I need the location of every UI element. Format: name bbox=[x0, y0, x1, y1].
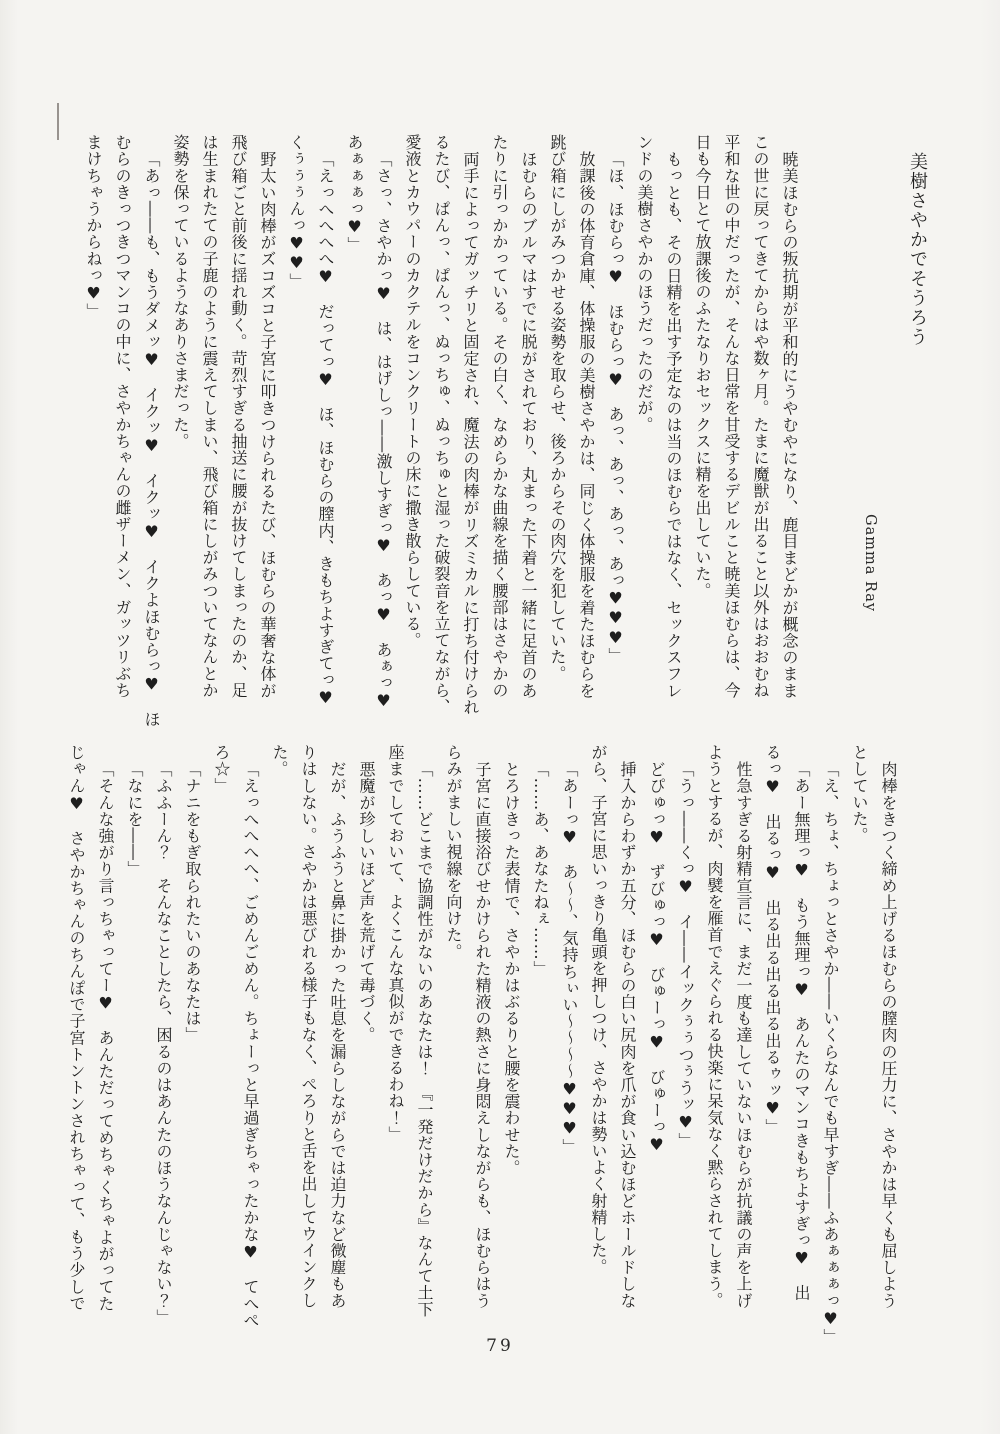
text-line: 跳び箱にしがみつかせる姿勢を取らせ、後ろからその肉穴を犯していた。 bbox=[548, 134, 567, 682]
text-line: ほむらのブルマはすでに脱がされており、丸まった下着と一緒に足首のあ bbox=[519, 151, 538, 699]
text-line: 「なにを――」 bbox=[125, 761, 144, 878]
text-line: た。 bbox=[270, 744, 289, 778]
text-line: 「あっ――も、もうダメッ♥ イクッ♥ イクッ♥ イクよほむらっ♥ ほ bbox=[142, 151, 161, 728]
text-line: 悪魔が珍しいほど声を荒げて毒づく。 bbox=[357, 761, 376, 1044]
text-line: 姿勢を保っているようなありさまだった。 bbox=[171, 134, 190, 450]
text-line: 「あーっ♥ あ〜〜、気持ちぃい〜〜〜〜♥♥♥」 bbox=[560, 761, 579, 1155]
text-line: ンドの美樹さやかのほうだったのだが。 bbox=[635, 134, 654, 433]
text-line: たりに引っかかっている。その白く、なめらかな曲線を描く腰部はさやかの bbox=[490, 134, 509, 699]
story-title: 美樹さやかでそうろう bbox=[907, 152, 928, 347]
bottom-text-block bbox=[62, 744, 903, 1356]
text-line: 平和な世の中だったが、そんな日常を甘受するデビルこと暁美ほむらは、今 bbox=[722, 134, 741, 699]
text-line: 「さっ、さやかっ♥ は、はげしっ――激しすぎっ♥ あっ♥ あぁっ♥ bbox=[374, 151, 393, 711]
text-line: じゃん♥ さやかちゃんのちんぽで子宮トントンされちゃって、もう少しで bbox=[67, 744, 86, 1312]
text-line: もっとも、その日精を出す予定なのは当のほむらではなく、セックスフレ bbox=[664, 151, 683, 699]
author-name: Gamma Ray bbox=[862, 514, 878, 613]
text-line: 「……どこまで協調性がないのあなたは！ 『一発だけだから』なんて土下 bbox=[415, 761, 434, 1318]
text-line: は生まれたての子鹿のように震えてしまい、飛び箱にしがみついてなんとか bbox=[200, 134, 219, 699]
text-line: 子宮に直接浴びせかけられた精液の熱さに身悶えしながらも、ほむらはう bbox=[473, 761, 492, 1309]
text-line: ろ☆」 bbox=[212, 744, 231, 794]
text-line: この世に戻ってきてからはや数ヶ月。たまに魔獣が出ること以外はおおむね bbox=[751, 134, 770, 699]
text-line: 放課後の体育倉庫、体操服の美樹さやかは、同じく体操服を着たほむらを bbox=[577, 151, 596, 699]
text-line: 「ふふーん？ そんなことしたら、困るのはあんたのほうなんじゃない？」 bbox=[154, 761, 173, 1326]
text-line: どぴゅっ♥ ずびゅっ♥ びゅーっ♥ びゅーっ♥ bbox=[647, 761, 666, 1155]
text-line: 両手によってガッチリと固定され、魔法の肉棒がリズミカルに打ち付けられ bbox=[461, 151, 480, 716]
text-line: 「え、ちょ、ちょっとさやか――いくらなんでも早すぎ――ふあぁぁぁっ♥」 bbox=[821, 761, 840, 1345]
text-line: まけちゃうからねっ♥」 bbox=[84, 134, 103, 320]
text-line: 肉棒をきつく締め上げるほむらの膣肉の圧力に、さやかは早くも屈しよう bbox=[879, 761, 898, 1309]
text-line: らみがましい視線を向けた。 bbox=[444, 744, 463, 960]
print-artifact-line bbox=[57, 103, 59, 140]
text-line: 暁美ほむらの叛抗期が平和的にうやむやになり、鹿目まどかが概念のまま bbox=[780, 151, 799, 699]
text-line: むらのきっつきつマンコの中に、さやかちゃんの雌ザーメン、ガッツリぶち bbox=[113, 134, 132, 699]
top-text-block bbox=[79, 134, 804, 746]
page-number: 79 bbox=[486, 1336, 514, 1356]
text-line: あぁぁぁっ♥」 bbox=[345, 134, 364, 254]
text-line: ようとするが、肉襞を雁首でえぐられる快楽に呆気なく黙らされてしまう。 bbox=[705, 744, 724, 1309]
text-line: 野太い肉棒がズコズコと子宮に叩きつけられるたび、ほむらの華奢な体が bbox=[258, 151, 277, 699]
text-line: 挿入からわずか五分、ほむらの白い尻肉を爪が食い込むほどホールドしな bbox=[618, 761, 637, 1309]
text-line: 「あー無理っ♥ もう無理っ♥ あんたのマンコきもちよすぎっ♥ 出 bbox=[792, 761, 811, 1302]
text-line: だが、ふうふうと鼻に掛かった吐息を漏らしながらでは迫力など微塵もあ bbox=[328, 761, 347, 1309]
text-line: 性急すぎる射精宣言に、まだ一度も達していないほむらが抗議の声を上げ bbox=[734, 761, 753, 1309]
text-line: 「……あ、あなたねぇ……」 bbox=[531, 761, 550, 977]
text-line: 愛液とカウパーのカクテルをコンクリートの床に撒き散らしている。 bbox=[403, 134, 422, 649]
text-line: 「ほ、ほむらっ♥ ほむらっ♥ あっ、あっ、あっ、あっ♥♥♥」 bbox=[606, 151, 625, 664]
text-line: くぅぅぅんっ♥♥」 bbox=[287, 134, 306, 290]
text-line: 「うっ――くっ♥ イ――イックぅぅつぅうッ♥」 bbox=[676, 761, 695, 1149]
text-line: 飛び箱ごと前後に揺れ動く。苛烈すぎる抽送に腰が抜けてしまったのか、足 bbox=[229, 134, 248, 699]
text-line: 座までしておいて、よくこんな真似ができるわね！」 bbox=[386, 744, 405, 1143]
text-line: 日も今日とて放課後のふたなりおセックスに精を出していた。 bbox=[693, 134, 712, 599]
text-line: 「ナニをもぎ取られたいのあなたは」 bbox=[183, 761, 202, 1044]
text-line: とろけきった表情で、さやかはぶるりと腰を震わせた。 bbox=[502, 761, 521, 1176]
text-line: 「えっへへへへ♥ だってっ♥ ほ、ほむらの膣内、きもちよすぎてっ♥ bbox=[316, 151, 335, 708]
text-line: 「えっへへへへ、ごめんごめん。ちょーっと早過ぎちゃったかな♥ てへぺ bbox=[241, 761, 260, 1329]
text-line: 「そんな強がり言っちゃってー♥ あんただってめちゃくちゃよがってた bbox=[96, 761, 115, 1312]
text-line: としていた。 bbox=[850, 744, 869, 844]
text-line: がら、子宮に思いっきり亀頭を押しつけ、さやかは勢いよく射精した。 bbox=[589, 744, 608, 1276]
text-line: るっ♥ 出るっ♥ 出る出る出る出る出るゥッ♥」 bbox=[763, 744, 782, 1135]
text-line: るたび、ぱんっ、ぱんっ、ぬっちゅ、ぬっちゅと湿った破裂音を立てながら、 bbox=[432, 134, 451, 715]
text-line: りはしない。さやかは悪びれる様子もなく、ぺろりと舌を出してウインクし bbox=[299, 744, 318, 1309]
